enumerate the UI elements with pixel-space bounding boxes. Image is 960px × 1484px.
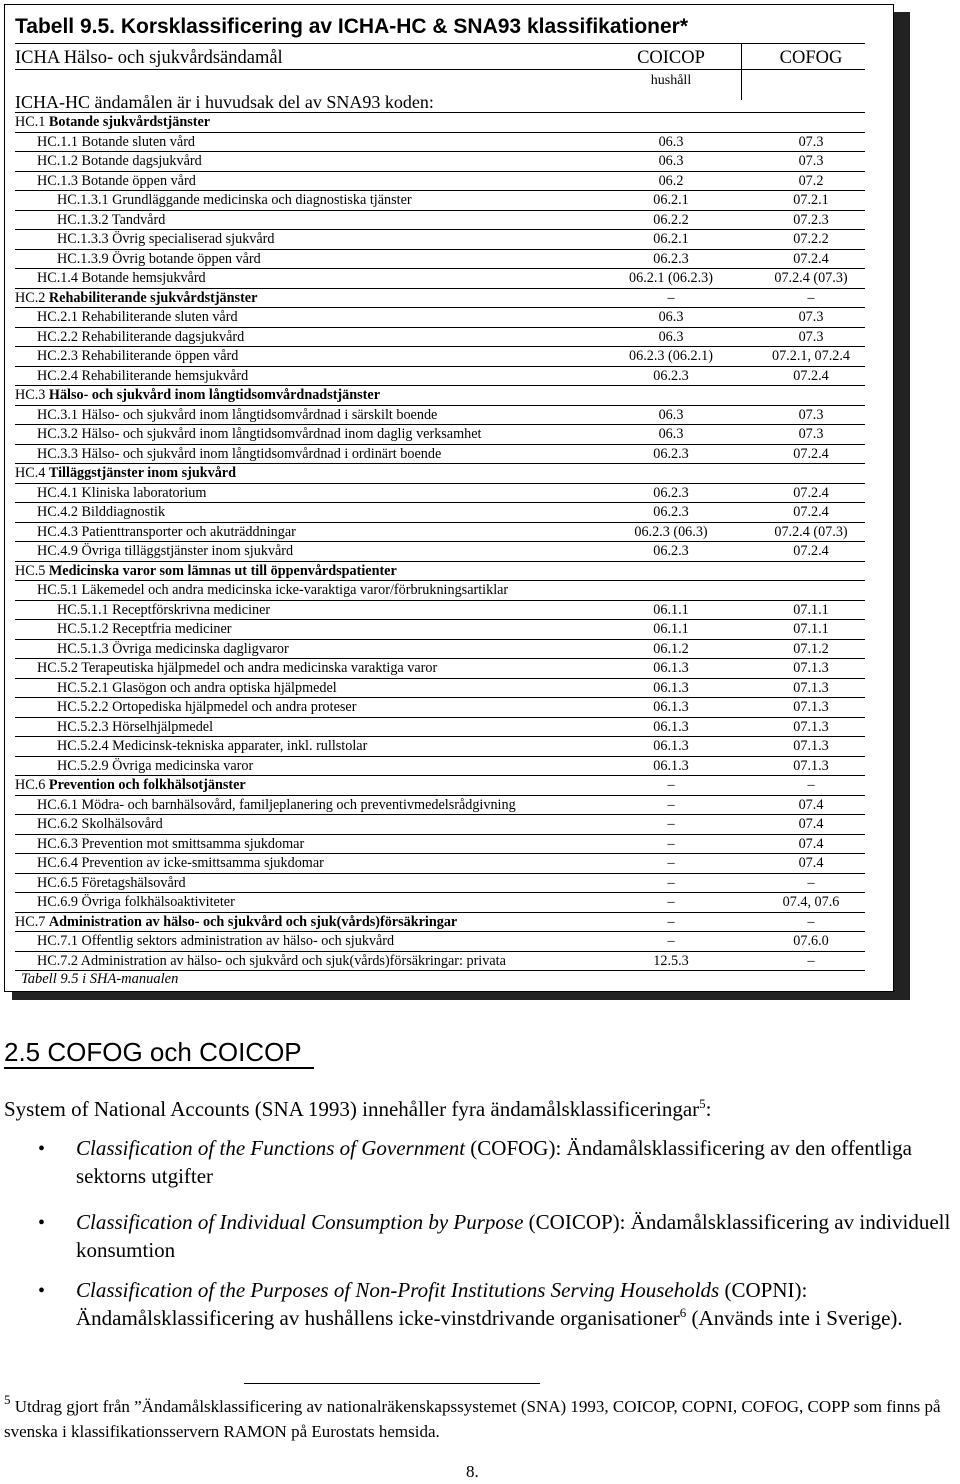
- table-row: [5, 893, 895, 913]
- coicop-cell: 06.1.3: [653, 738, 689, 754]
- cofog-cell: 07.3: [798, 328, 824, 345]
- cofog-cell: –: [807, 289, 815, 306]
- coicop-cell: 06.3: [658, 328, 684, 345]
- row-text: HC.3.1 Hälso- och sjukvård inom långtidsomvårdnad i särskilt boende: [37, 406, 438, 423]
- cofog-cell: 07.3: [798, 133, 824, 150]
- row-label: [15, 386, 380, 406]
- coicop-cell: 06.2.3: [653, 250, 689, 267]
- intro-paragraph: [4, 1096, 712, 1122]
- row-text: HC.6.2 Skolhälsovård: [37, 816, 163, 832]
- intro-end: :: [705, 1097, 712, 1121]
- cofog-cell: 07.2.4: [793, 445, 829, 462]
- coicop-cell: 06.2.2: [653, 211, 689, 228]
- coicop-cell: 06.1.2: [653, 640, 689, 657]
- table-row: [5, 835, 895, 855]
- table-row: [5, 269, 895, 289]
- header-cofog: COFOG: [779, 48, 843, 68]
- row-label: [37, 893, 235, 913]
- table-row: [5, 445, 895, 465]
- row-code: HC.4: [15, 465, 46, 481]
- classification-table: [4, 4, 894, 992]
- row-text: HC.5.2.9 Övriga medicinska varor: [57, 757, 254, 774]
- coicop-cell: 06.3: [658, 406, 684, 423]
- row-text: HC.1.3.3 Övrig specialiserad sjukvård: [57, 231, 275, 247]
- footnote-ref: 5: [699, 1096, 706, 1111]
- table-row: [5, 932, 895, 952]
- bullet-description: (COFOG): Ändamålsklassificering av den offentliga sektorns utgifter: [76, 1136, 912, 1188]
- row-code: HC.1: [15, 114, 46, 130]
- table-row: [5, 542, 895, 562]
- table-title: Tabell 9.5. Korsklassificering av ICHA-HC & SNA93 klassifikationer*: [15, 15, 689, 38]
- row-text: Hälso- och sjukvård inom långtidsomvårdnadstjänster: [48, 387, 380, 403]
- table-row: [5, 854, 895, 874]
- row-label: [57, 250, 261, 270]
- table-row: [5, 659, 895, 679]
- row-label: [57, 620, 232, 640]
- bullet-item: [76, 1208, 960, 1264]
- footnote-ref: 6: [679, 1305, 687, 1320]
- row-text: HC.3.2 Hälso- och sjukvård inom långtidsomvårdnad inom daglig verksamhet: [37, 426, 482, 442]
- coicop-cell: 06.1.3: [653, 699, 689, 715]
- cofog-cell: 07.3: [798, 406, 824, 423]
- bullet-item: [76, 1276, 960, 1332]
- row-text: HC.3.3 Hälso- och sjukvård inom långtidsomvårdnad i ordinärt boende: [37, 445, 442, 462]
- row-code: HC.7: [15, 913, 46, 930]
- coicop-cell: 06.1.3: [653, 718, 689, 735]
- row-code: HC.5: [15, 562, 46, 579]
- cofog-cell: –: [807, 874, 815, 891]
- table-subheader: ICHA-HC ändamålen är i huvudsak del av SNA93 koden:: [15, 92, 434, 112]
- cofog-cell: 07.3: [798, 426, 824, 442]
- row-label: [15, 776, 246, 796]
- row-label: [57, 191, 412, 211]
- row-text: Botande sjukvårdstjänster: [48, 114, 211, 130]
- heading-underline: [4, 1067, 314, 1069]
- table-caption: Tabell 9.5 i SHA-manualen: [21, 971, 179, 987]
- row-text: HC.4.9 Övriga tilläggstjänster inom sjukvård: [37, 543, 294, 559]
- table-row: [5, 815, 895, 835]
- row-text: HC.5.1.2 Receptfria mediciner: [57, 621, 232, 637]
- cofog-cell: 07.1.3: [793, 679, 829, 696]
- row-label: [37, 523, 296, 543]
- bullet-description: (COICOP): Ändamålsklassificering av individuell konsumtion: [76, 1210, 951, 1262]
- table-row: [5, 737, 895, 757]
- row-text: HC.5.2.4 Medicinsk-tekniska apparater, inkl. rullstolar: [57, 738, 368, 754]
- table-row: [5, 796, 895, 816]
- row-label: [37, 854, 324, 874]
- cofog-cell: 07.1.3: [793, 757, 829, 774]
- coicop-cell: 06.3: [658, 426, 684, 442]
- table-row: [5, 952, 895, 972]
- table-row: [5, 562, 895, 582]
- row-text: HC.5.2.1 Glasögon och andra optiska hjälpmedel: [57, 679, 337, 696]
- row-text: HC.5.1.3 Övriga medicinska dagligvaror: [57, 640, 289, 657]
- table-row: [5, 913, 895, 933]
- table-row: [5, 503, 895, 523]
- row-text: HC.1.2 Botande dagsjukvård: [37, 153, 202, 169]
- row-text: HC.2.2 Rehabiliterande dagsjukvård: [37, 328, 245, 345]
- table-row: [5, 874, 895, 894]
- coicop-cell: 06.1.1: [653, 621, 689, 637]
- coicop-cell: 06.1.1: [653, 601, 689, 618]
- column-divider: [741, 44, 742, 100]
- row-code: HC.2: [15, 289, 46, 306]
- table-body: [5, 113, 895, 971]
- table-row: [5, 211, 895, 231]
- coicop-cell: –: [667, 796, 675, 813]
- row-label: [37, 172, 196, 192]
- row-text: HC.7.2 Administration av hälso- och sjukvård och sjuk(vårds)försäkringar: privata: [37, 952, 506, 969]
- row-label: [37, 542, 293, 562]
- cofog-cell: 07.1.3: [793, 718, 829, 735]
- footnote-separator: [244, 1383, 540, 1384]
- row-text: HC.2.3 Rehabiliterande öppen vård: [37, 348, 239, 364]
- table-row: [5, 484, 895, 504]
- table-row: [5, 328, 895, 348]
- table-row: [5, 308, 895, 328]
- cofog-cell: 07.1.2: [793, 640, 829, 657]
- cofog-cell: 07.2.4: [793, 367, 829, 384]
- row-text: Prevention och folkhälsotjänster: [48, 777, 246, 793]
- row-label: [57, 679, 337, 699]
- table-row: [5, 698, 895, 718]
- row-code: HC.3: [15, 387, 46, 403]
- coicop-cell: 06.2.3 (06.2.1): [629, 348, 713, 364]
- coicop-cell: –: [667, 289, 675, 306]
- coicop-cell: 06.2.3: [653, 445, 689, 462]
- table-row: [5, 776, 895, 796]
- row-text: HC.1.3.2 Tandvård: [57, 211, 166, 228]
- coicop-cell: 06.2.3: [653, 367, 689, 384]
- coicop-cell: –: [667, 874, 675, 891]
- header-coicop: COICOP: [637, 48, 705, 68]
- cofog-cell: –: [807, 777, 815, 793]
- coicop-cell: 06.1.3: [653, 660, 689, 676]
- intro-text: System of National Accounts (SNA 1993) innehåller fyra ändamålsklassificeringar: [4, 1097, 700, 1121]
- row-label: [37, 347, 238, 367]
- row-label: [37, 796, 516, 816]
- row-label: [57, 718, 213, 738]
- cofog-cell: 07.2.2: [793, 231, 829, 247]
- coicop-cell: –: [667, 933, 675, 949]
- cofog-cell: 07.4: [798, 816, 824, 832]
- classification-name: Classification of the Functions of Government: [76, 1136, 466, 1160]
- row-label: [57, 230, 275, 250]
- table-row: [5, 133, 895, 153]
- bullet-dot: •: [38, 1212, 46, 1234]
- footnote: [4, 1394, 954, 1444]
- cofog-cell: 07.1.3: [793, 660, 829, 676]
- cofog-cell: 07.2.3: [793, 211, 829, 228]
- row-label: [37, 659, 437, 679]
- row-label: [15, 113, 210, 133]
- row-label: [37, 835, 304, 855]
- row-label: [37, 406, 437, 426]
- coicop-cell: –: [667, 777, 675, 793]
- cofog-cell: 07.3: [798, 153, 824, 169]
- cofog-cell: 07.6.0: [793, 933, 829, 949]
- row-label: [37, 932, 394, 952]
- row-text: HC.5.1.1 Receptförskrivna mediciner: [57, 601, 271, 618]
- row-label: [37, 269, 206, 289]
- footnote-text: Utdrag gjort från ”Ändamålsklassificering av nationalräkenskapssystemet (SNA) 1993, COICOP, COPNI, COFOG, COPP som finns på svenska i klassifikationsservern RAMON på Eurostats hemsida.: [4, 1397, 941, 1441]
- row-text: HC.6.4 Prevention av icke-smittsamma sjukdomar: [37, 855, 324, 871]
- coicop-cell: –: [667, 855, 675, 871]
- table-row: [5, 191, 895, 211]
- row-text: HC.2.1 Rehabiliterande sluten vård: [37, 309, 238, 325]
- row-text: HC.6.3 Prevention mot smittsamma sjukdomar: [37, 835, 305, 852]
- row-code: HC.6: [15, 777, 46, 793]
- table-row: [5, 679, 895, 699]
- row-text: HC.5.2 Terapeutiska hjälpmedel och andra medicinska varaktiga varor: [37, 660, 438, 676]
- row-label: [37, 581, 508, 601]
- cofog-cell: 07.4: [798, 835, 824, 852]
- cofog-cell: 07.2.4: [793, 504, 829, 520]
- row-label: [57, 640, 289, 660]
- row-label: [57, 757, 253, 777]
- coicop-cell: 06.2.3: [653, 504, 689, 520]
- row-text: HC.1.3.1 Grundläggande medicinska och diagnostiska tjänster: [57, 192, 412, 208]
- row-text: HC.6.1 Mödra- och barnhälsovård, familjeplanering och preventivmedelsrådgivning: [37, 796, 516, 813]
- cofog-cell: 07.2: [798, 172, 824, 189]
- row-label: [37, 425, 481, 445]
- table-row: [5, 347, 895, 367]
- row-label: [37, 952, 506, 972]
- bullet-note: (Används inte i Sverige).: [686, 1306, 903, 1330]
- bullet-dot: •: [38, 1280, 46, 1302]
- divider: [15, 43, 865, 44]
- classification-name: Classification of Individual Consumption by Purpose: [76, 1210, 524, 1234]
- row-label: [57, 211, 165, 231]
- coicop-cell: –: [667, 835, 675, 852]
- cofog-cell: 07.1.1: [793, 621, 829, 637]
- row-label: [37, 308, 238, 328]
- row-text: HC.2.4 Rehabiliterande hemsjukvård: [37, 367, 249, 384]
- table-row: [5, 464, 895, 484]
- row-text: Tilläggstjänster inom sjukvård: [48, 465, 236, 481]
- row-label: [57, 698, 356, 718]
- cofog-cell: 07.4: [798, 855, 824, 871]
- header-label: ICHA Hälso- och sjukvårdsändamål: [15, 48, 283, 68]
- table-row: [5, 386, 895, 406]
- coicop-cell: 06.2.1: [653, 231, 689, 247]
- cofog-cell: 07.2.4 (07.3): [774, 523, 848, 540]
- bullet-item: [76, 1134, 960, 1190]
- row-text: HC.7.1 Offentlig sektors administration av hälso- och sjukvård: [37, 933, 395, 949]
- row-label: [37, 152, 202, 172]
- row-label: [37, 484, 206, 504]
- coicop-cell: 06.3: [658, 153, 684, 169]
- row-label: [15, 913, 457, 933]
- row-text: HC.4.3 Patienttransporter och akuträddningar: [37, 523, 296, 540]
- header-hushall: hushåll: [650, 73, 692, 88]
- table-row: [5, 523, 895, 543]
- row-text: HC.6.9 Övriga folkhälsoaktiviteter: [37, 894, 235, 910]
- row-label: [15, 289, 257, 309]
- row-text: HC.5.2.3 Hörselhjälpmedel: [57, 718, 214, 735]
- row-label: [37, 503, 165, 523]
- coicop-cell: 06.2.1 (06.2.3): [629, 270, 713, 286]
- coicop-cell: 06.1.3: [653, 757, 689, 774]
- coicop-cell: 06.2.3: [653, 484, 689, 501]
- row-label: [57, 737, 367, 757]
- table-row: [5, 289, 895, 309]
- cofog-cell: 07.1.3: [793, 699, 829, 715]
- cofog-cell: 07.2.1: [793, 192, 829, 208]
- row-text: Medicinska varor som lämnas ut till öppenvårdspatienter: [48, 562, 397, 579]
- cofog-cell: 07.4, 07.6: [782, 894, 840, 910]
- row-label: [37, 367, 248, 387]
- row-label: [37, 874, 186, 894]
- table-row: [5, 152, 895, 172]
- cofog-cell: 07.2.4: [793, 543, 829, 559]
- row-label: [57, 601, 270, 621]
- table-row: [5, 172, 895, 192]
- row-text: HC.1.1 Botande sluten vård: [37, 133, 196, 150]
- row-text: HC.1.3.9 Övrig botande öppen vård: [57, 250, 261, 267]
- table-row: [5, 581, 895, 601]
- table-row: [5, 757, 895, 777]
- classification-name: Classification of the Purposes of Non-Profit Institutions Serving Households: [76, 1278, 720, 1302]
- row-text: Rehabiliterande sjukvårdstjänster: [48, 289, 258, 306]
- table-row: [5, 113, 895, 133]
- table-row: [5, 406, 895, 426]
- coicop-cell: 06.1.3: [653, 679, 689, 696]
- cofog-cell: 07.2.4: [793, 250, 829, 267]
- coicop-cell: 06.3: [658, 309, 684, 325]
- row-label: [15, 464, 236, 484]
- row-text: HC.4.1 Kliniska laboratorium: [37, 484, 207, 501]
- coicop-cell: –: [667, 913, 675, 930]
- table-row: [5, 620, 895, 640]
- row-text: HC.4.2 Bilddiagnostik: [37, 504, 166, 520]
- coicop-cell: –: [667, 816, 675, 832]
- table-row: [5, 601, 895, 621]
- table-row: [5, 250, 895, 270]
- row-label: [37, 328, 244, 348]
- row-text: HC.5.2.2 Ortopediska hjälpmedel och andra proteser: [57, 699, 357, 715]
- section-heading: 2.5 COFOG och COICOP: [4, 1037, 302, 1067]
- divider: [15, 69, 865, 70]
- coicop-cell: –: [667, 894, 675, 910]
- coicop-cell: 12.5.3: [653, 952, 689, 969]
- cofog-cell: –: [807, 952, 815, 969]
- page-number: 8.: [466, 1462, 479, 1481]
- row-label: [37, 815, 163, 835]
- table-row: [5, 425, 895, 445]
- cofog-cell: 07.2.4 (07.3): [774, 270, 848, 286]
- row-text: HC.1.4 Botande hemsjukvård: [37, 270, 206, 286]
- cofog-cell: –: [807, 913, 815, 930]
- row-text: Administration av hälso- och sjukvård och sjuk(vårds)försäkringar: [48, 913, 458, 930]
- table-row: [5, 718, 895, 738]
- bullet-dot: •: [38, 1138, 46, 1160]
- row-label: [37, 133, 195, 153]
- cofog-cell: 07.3: [798, 309, 824, 325]
- cofog-cell: 07.2.4: [793, 484, 829, 501]
- footnote-number: 5: [4, 1392, 11, 1407]
- coicop-cell: 06.2: [658, 172, 684, 189]
- coicop-cell: 06.3: [658, 133, 684, 150]
- table-row: [5, 640, 895, 660]
- table-row: [5, 367, 895, 387]
- bullet-description: (COPNI): Ändamålsklassificering av hushållens icke-vinstdrivande organisationer: [76, 1278, 808, 1330]
- row-label: [37, 445, 441, 465]
- cofog-cell: 07.2.1, 07.2.4: [771, 348, 851, 364]
- coicop-cell: 06.2.3: [653, 543, 689, 559]
- coicop-cell: 06.2.3 (06.3): [634, 523, 708, 540]
- cofog-cell: 07.1.1: [793, 601, 829, 618]
- row-label: [15, 562, 397, 582]
- coicop-cell: 06.2.1: [653, 192, 689, 208]
- cofog-cell: 07.1.3: [793, 738, 829, 754]
- row-text: HC.1.3 Botande öppen vård: [37, 172, 196, 189]
- row-text: HC.5.1 Läkemedel och andra medicinska icke-varaktiga varor/förbrukningsartiklar: [37, 582, 509, 598]
- table-row: [5, 230, 895, 250]
- row-text: HC.6.5 Företagshälsovård: [37, 874, 186, 891]
- cofog-cell: 07.4: [798, 796, 824, 813]
